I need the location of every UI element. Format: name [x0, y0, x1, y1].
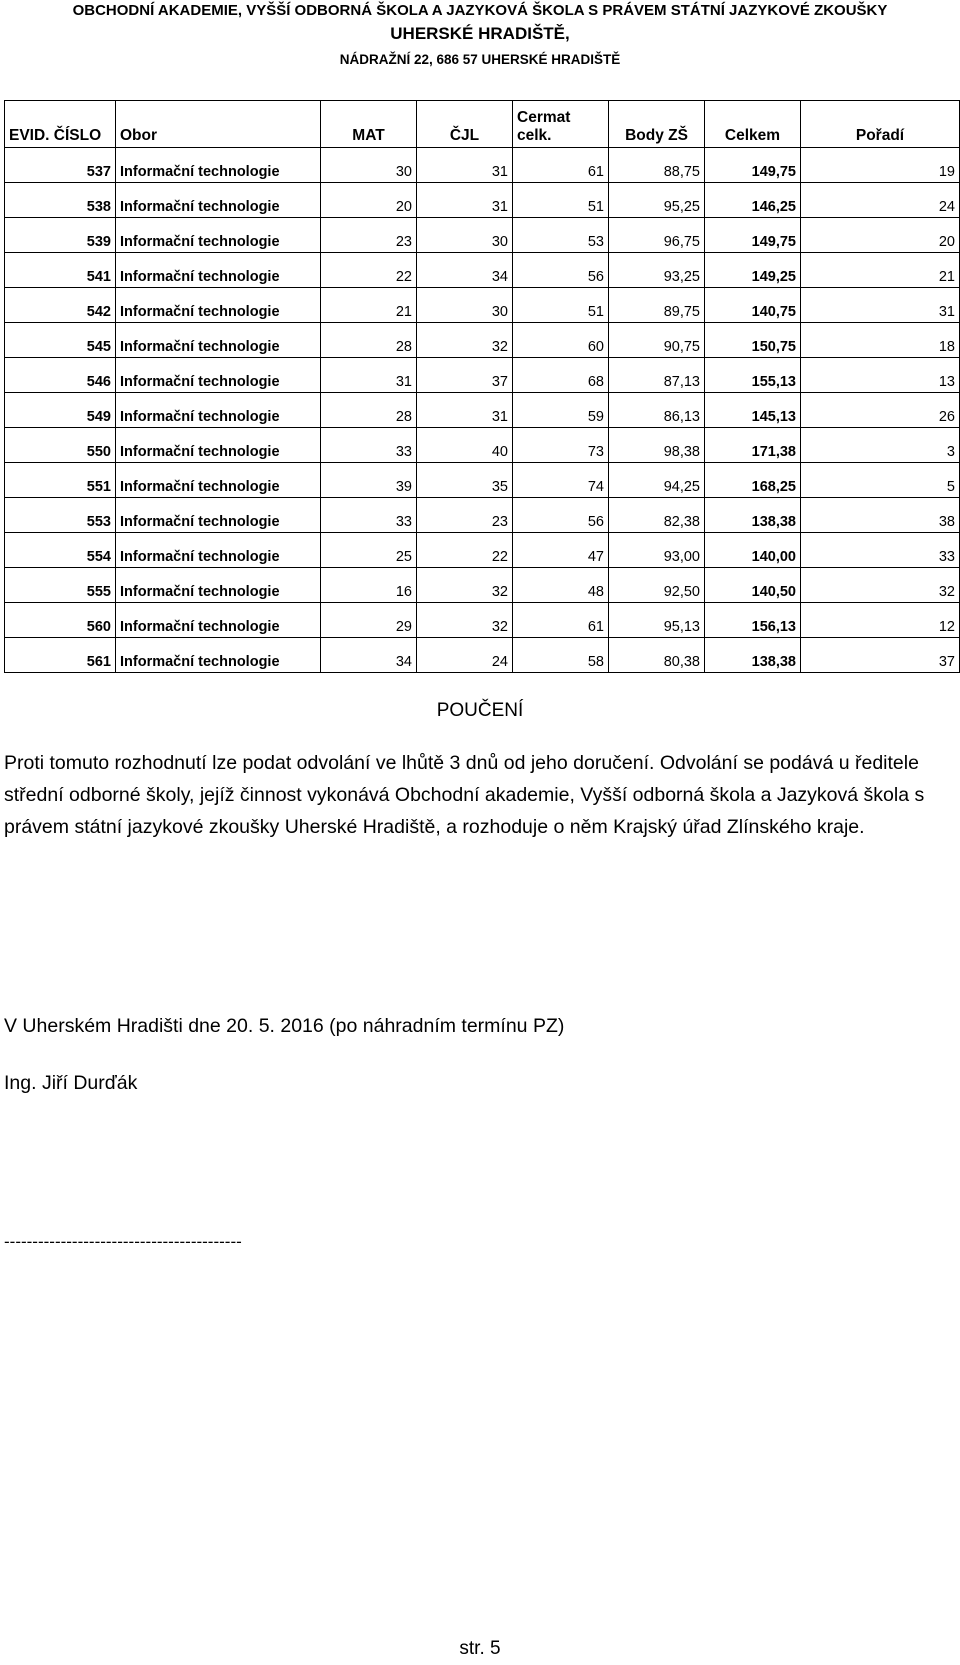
cell-cjl: 31	[417, 148, 513, 183]
cell-mat: 28	[321, 393, 417, 428]
cell-poradi: 3	[801, 428, 960, 463]
cell-evid: 549	[5, 393, 116, 428]
cell-cermat: 73	[513, 428, 609, 463]
table-row	[5, 393, 960, 428]
cell-obor: Informační technologie	[116, 358, 321, 393]
cell-cermat: 68	[513, 358, 609, 393]
col-header-cermat: Cermat celk.	[513, 101, 609, 148]
table-row	[5, 288, 960, 323]
table-row	[5, 533, 960, 568]
cell-mat: 23	[321, 218, 417, 253]
cell-cermat: 60	[513, 323, 609, 358]
cell-poradi: 26	[801, 393, 960, 428]
cell-obor: Informační technologie	[116, 498, 321, 533]
cell-cjl: 31	[417, 183, 513, 218]
cell-evid: 538	[5, 183, 116, 218]
cell-celkem: 145,13	[705, 393, 801, 428]
table-row	[5, 428, 960, 463]
cell-poradi: 21	[801, 253, 960, 288]
cell-mat: 30	[321, 148, 417, 183]
cell-cermat: 58	[513, 638, 609, 673]
school-city-line: UHERSKÉ HRADIŠTĚ,	[390, 24, 570, 43]
cell-obor: Informační technologie	[116, 218, 321, 253]
cell-evid: 541	[5, 253, 116, 288]
cell-poradi: 5	[801, 463, 960, 498]
cell-cermat: 53	[513, 218, 609, 253]
cell-body-zs: 95,13	[609, 603, 705, 638]
cell-obor: Informační technologie	[116, 428, 321, 463]
cell-obor: Informační technologie	[116, 288, 321, 323]
cell-obor: Informační technologie	[116, 148, 321, 183]
cell-celkem: 138,38	[705, 498, 801, 533]
cell-obor: Informační technologie	[116, 253, 321, 288]
cell-cjl: 32	[417, 568, 513, 603]
cell-cjl: 30	[417, 288, 513, 323]
school-address-line: NÁDRAŽNÍ 22, 686 57 UHERSKÉ HRADIŠTĚ	[339, 52, 621, 67]
school-name-line: OBCHODNÍ AKADEMIE, VYŠŠÍ ODBORNÁ ŠKOLA A JAZYKOVÁ ŠKOLA S PRÁVEM STÁTNÍ JAZYKOVÉ ZKOUŠKY	[72, 2, 888, 19]
cell-mat: 33	[321, 498, 417, 533]
table-row	[5, 253, 960, 288]
table-row	[5, 323, 960, 358]
cell-body-zs: 80,38	[609, 638, 705, 673]
cell-mat: 16	[321, 568, 417, 603]
cell-evid: 550	[5, 428, 116, 463]
cell-evid: 539	[5, 218, 116, 253]
cell-celkem: 156,13	[705, 603, 801, 638]
cell-obor: Informační technologie	[116, 533, 321, 568]
table-row	[5, 463, 960, 498]
cell-obor: Informační technologie	[116, 603, 321, 638]
cell-cermat: 56	[513, 498, 609, 533]
cell-evid: 553	[5, 498, 116, 533]
cell-poradi: 32	[801, 568, 960, 603]
cell-body-zs: 93,00	[609, 533, 705, 568]
page-number: str. 5	[459, 1638, 501, 1659]
cell-obor: Informační technologie	[116, 393, 321, 428]
cell-celkem: 140,75	[705, 288, 801, 323]
cell-celkem: 149,75	[705, 148, 801, 183]
cell-evid: 561	[5, 638, 116, 673]
cell-body-zs: 87,13	[609, 358, 705, 393]
cell-celkem: 171,38	[705, 428, 801, 463]
cell-evid: 545	[5, 323, 116, 358]
cell-celkem: 149,25	[705, 253, 801, 288]
cell-cermat: 59	[513, 393, 609, 428]
cell-poradi: 24	[801, 183, 960, 218]
col-header-celkem: Celkem	[705, 101, 801, 148]
table-row	[5, 603, 960, 638]
cell-poradi: 18	[801, 323, 960, 358]
col-header-mat: MAT	[321, 101, 417, 148]
results-table	[4, 100, 960, 673]
cell-obor: Informační technologie	[116, 183, 321, 218]
cell-mat: 33	[321, 428, 417, 463]
cell-cermat: 74	[513, 463, 609, 498]
col-header-cjl: ČJL	[417, 101, 513, 148]
signer-name: Ing. Jiří Durďák	[4, 1072, 138, 1094]
cell-celkem: 155,13	[705, 358, 801, 393]
cell-cermat: 51	[513, 183, 609, 218]
cell-body-zs: 88,75	[609, 148, 705, 183]
cell-cjl: 24	[417, 638, 513, 673]
cell-mat: 25	[321, 533, 417, 568]
cell-body-zs: 98,38	[609, 428, 705, 463]
cell-cjl: 23	[417, 498, 513, 533]
cell-mat: 20	[321, 183, 417, 218]
cell-evid: 546	[5, 358, 116, 393]
table-row	[5, 638, 960, 673]
cell-cermat: 48	[513, 568, 609, 603]
col-header-body-zs: Body ZŠ	[609, 101, 705, 148]
cell-poradi: 37	[801, 638, 960, 673]
cell-cermat: 56	[513, 253, 609, 288]
cell-poradi: 19	[801, 148, 960, 183]
cell-obor: Informační technologie	[116, 323, 321, 358]
table-row	[5, 183, 960, 218]
table-row	[5, 148, 960, 183]
cell-cjl: 32	[417, 603, 513, 638]
cell-obor: Informační technologie	[116, 463, 321, 498]
cell-cjl: 30	[417, 218, 513, 253]
cell-evid: 537	[5, 148, 116, 183]
cell-body-zs: 96,75	[609, 218, 705, 253]
table-row	[5, 358, 960, 393]
cell-body-zs: 90,75	[609, 323, 705, 358]
cell-cjl: 32	[417, 323, 513, 358]
cell-evid: 554	[5, 533, 116, 568]
cell-evid: 542	[5, 288, 116, 323]
cell-cermat: 47	[513, 533, 609, 568]
cell-evid: 560	[5, 603, 116, 638]
table-row	[5, 218, 960, 253]
cell-body-zs: 95,25	[609, 183, 705, 218]
cell-cjl: 40	[417, 428, 513, 463]
cell-poradi: 31	[801, 288, 960, 323]
cell-cjl: 37	[417, 358, 513, 393]
notice-heading: POUČENÍ	[436, 700, 524, 721]
table-header-row	[5, 101, 960, 148]
cell-poradi: 13	[801, 358, 960, 393]
cell-cermat: 61	[513, 603, 609, 638]
cell-body-zs: 94,25	[609, 463, 705, 498]
cell-body-zs: 93,25	[609, 253, 705, 288]
cell-celkem: 146,25	[705, 183, 801, 218]
cell-mat: 29	[321, 603, 417, 638]
cell-mat: 28	[321, 323, 417, 358]
col-header-obor: Obor	[116, 101, 321, 148]
cell-celkem: 140,00	[705, 533, 801, 568]
cell-mat: 39	[321, 463, 417, 498]
cell-obor: Informační technologie	[116, 638, 321, 673]
cell-cjl: 22	[417, 533, 513, 568]
cell-body-zs: 92,50	[609, 568, 705, 603]
cell-cermat: 61	[513, 148, 609, 183]
table-row	[5, 568, 960, 603]
cell-celkem: 150,75	[705, 323, 801, 358]
cell-body-zs: 82,38	[609, 498, 705, 533]
cell-evid: 551	[5, 463, 116, 498]
cell-obor: Informační technologie	[116, 568, 321, 603]
cell-poradi: 12	[801, 603, 960, 638]
cell-mat: 34	[321, 638, 417, 673]
notice-text: Proti tomuto rozhodnutí lze podat odvolání ve lhůtě 3 dnů od jeho doručení. Odvolání se podává u ředitele střední odborné školy, jejíž činnost vykonává Obchodní akademie, Vyšší odborná škola a Jazyková škola s právem státní jazykové zkoušky Uherské Hradiště, a rozhoduje o něm Krajský úřad Zlínského kraje.	[4, 752, 925, 838]
place-date: V Uherském Hradišti dne 20. 5. 2016 (po náhradním termínu PZ)	[4, 1015, 565, 1037]
cell-body-zs: 89,75	[609, 288, 705, 323]
cell-celkem: 140,50	[705, 568, 801, 603]
cell-poradi: 20	[801, 218, 960, 253]
cell-poradi: 33	[801, 533, 960, 568]
col-header-poradi: Pořadí	[801, 101, 960, 148]
cell-poradi: 38	[801, 498, 960, 533]
cell-mat: 22	[321, 253, 417, 288]
cell-celkem: 138,38	[705, 638, 801, 673]
cell-body-zs: 86,13	[609, 393, 705, 428]
cell-cjl: 31	[417, 393, 513, 428]
table-row	[5, 498, 960, 533]
cell-mat: 21	[321, 288, 417, 323]
cell-cjl: 34	[417, 253, 513, 288]
cell-evid: 555	[5, 568, 116, 603]
cell-cjl: 35	[417, 463, 513, 498]
cell-cermat: 51	[513, 288, 609, 323]
signature-line: ------------------------------------------	[4, 1232, 242, 1251]
cell-celkem: 168,25	[705, 463, 801, 498]
cell-mat: 31	[321, 358, 417, 393]
col-header-evid: EVID. ČÍSLO	[5, 101, 116, 148]
cell-celkem: 149,75	[705, 218, 801, 253]
